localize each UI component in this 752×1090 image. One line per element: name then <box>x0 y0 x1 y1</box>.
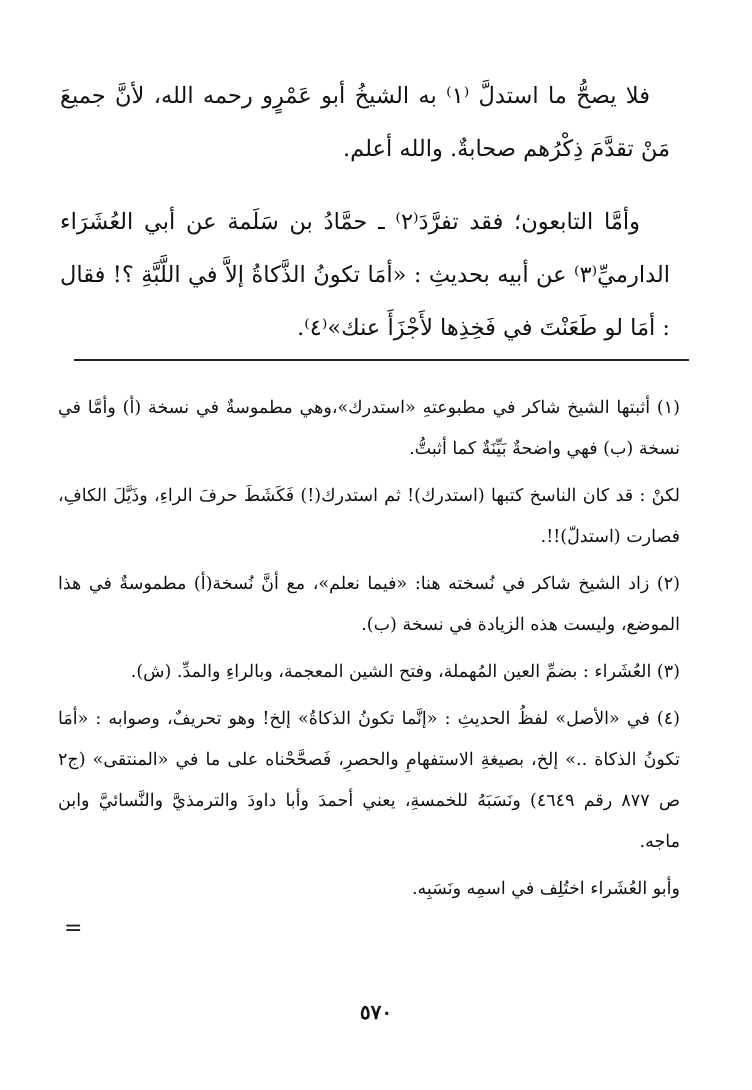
page-number: ٥٧٠ <box>359 1000 393 1024</box>
footnote-1-part-2: لكنْ : قد كان الناسخ كتبها (استدرك)! ثم استدرك(!) فَكَشَطَ حرفَ الراءِ، وذَيَّلَ الكافِ، فصارت (استدلّ)!!. <box>58 486 680 547</box>
footnote-3: (٣) العُشَراء : بضمِّ العين المُهملة، وفتح الشين المعجمة، وبالراءِ والمدِّ. (ش). <box>130 662 680 682</box>
footnote-4-part-1: (٤) في «الأصل» لفظُ الحديثِ : «إنَّما تكونُ الذكاةُ» إلخ! وهو تحريفٌ، وصوابه : «أمَا تكونُ الذكاة ..» إلخ، بصيغةِ الاستفهامِ والحصرِ، فَصحَّحْناه على ما في «المنتقى» (ج٢ ص ٨٧٧ رقم ٤٦٤٩) ونَسَبَهُ للخمسةِ، يعني أحمدَ وأبا داودَ والترمذيَّ والنَّسائيَّ وابن ماجه. <box>58 709 680 852</box>
main-text-block <box>60 70 670 375</box>
footnote-4-part-2: وأبو العُشَراء اختُلِف في اسمِه ونَسَبِه. <box>411 879 680 899</box>
main-paragraph-1: فلا يصحُّ ما استدلَّ ⁽١⁾ به الشيخُ أبو عَمْرٍو رحمه الله، لأنَّ جميعَ مَنْ تقدَّمَ ذِكْرُهم صحابةٌ. والله أعلم. <box>60 83 670 162</box>
footnote-2: (٢) زاد الشيخ شاكر في نُسخته هنا: «فيما نعلم»، مع أنَّ نُسخة(أ) مطموسةٌ في هذا الموضع، وليست هذه الزيادة في نسخة (ب). <box>58 574 680 635</box>
footnotes-block <box>58 388 680 916</box>
footnote-separator <box>74 359 689 361</box>
main-paragraph-2: وأمَّا التابعون؛ فقد تفرَّدَ⁽٢⁾ ـ حمَّادُ بن سَلَمة عن أبي العُشَرَاء الدارميِّ⁽٣⁾ عن أبيه بحديثِ : «أمَا تكونُ الذَّكاةُ إلاَّ في اللَّبَّةِ ؟! فقال : أمَا لو طَعَنْتَ في فَخِذِها لأَجْزَأَ عنك»⁽٤⁾. <box>60 209 670 341</box>
footnote-1-part-1: (١) أثبتها الشيخ شاكر في مطبوعتهِ «استدرك»،وهي مطموسةٌ في نسخة (أ) وأمَّا في نسخة (ب) فهي واضحةٌ بَيِّنَةٌ كما أثبتُّ. <box>58 398 680 459</box>
continuation-mark: = <box>64 916 83 941</box>
